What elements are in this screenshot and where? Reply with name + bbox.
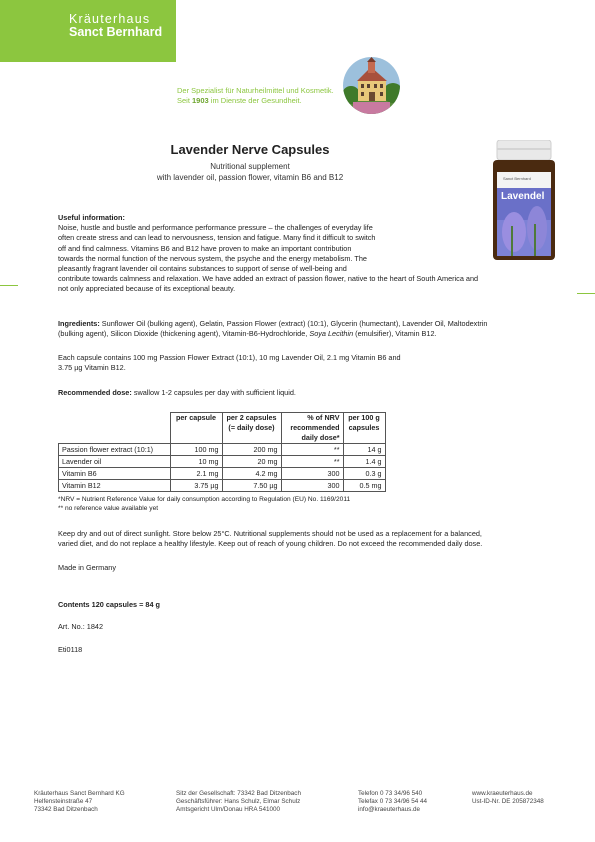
footer-contact: Telefon 0 73 34/96 540 Telefax 0 73 34/96 54 44 info@kraeuterhaus.de — [358, 790, 427, 814]
capsule-content-line-2: 3.75 µg Vitamin B12. — [58, 363, 126, 373]
company-building-photo — [343, 57, 400, 114]
useful-line: contribute towards calmness and relaxation. We have added an extract of passion flower, native to the heart of South America and — [58, 274, 479, 284]
storage-line-1: Keep dry and out of direct sunlight. Store below 25°C. Nutritional supplements should not be used as a replacement for a balanced, — [58, 529, 482, 538]
tagline-line-1: Der Spezialist für Naturheilmittel und Kosmetik. — [177, 86, 334, 95]
recommended-dose — [58, 388, 558, 398]
contents: Contents 120 capsules = 84 g — [58, 600, 160, 609]
table-notes — [58, 496, 558, 514]
dose-text: swallow 1-2 capsules per day with sufficient liquid. — [131, 388, 296, 397]
nutrition-table — [58, 412, 386, 492]
table-header: per 2 capsules (= daily dose) — [222, 413, 281, 444]
table-note-2: ** no reference value available yet — [58, 504, 159, 512]
useful-line: towards the normal function of the nervous system, the psyche and the energy metabolism. The — [58, 253, 367, 263]
useful-line: off and find calmness. Vitamins B6 and B12 have proven to make an important contribution — [58, 243, 352, 253]
useful-information — [58, 213, 558, 295]
storage-line-2: varied diet, and do not replace a healthy lifestyle. Keep out of reach of young children. Do not exceed the recommended daily dose. — [58, 539, 483, 549]
table-header-blank — [59, 413, 171, 444]
table-row: Vitamin B12 3.75 µg 7.50 µg 300 0.5 mg — [59, 480, 386, 492]
table-row: Vitamin B6 2.1 mg 4.2 mg 300 0.3 g — [59, 468, 386, 480]
product-subtitle — [0, 161, 500, 183]
ingredients-label: Ingredients: — [58, 319, 100, 328]
useful-line: pleasantly fragrant lavender oil contains substances to support of sense of well-being and — [58, 264, 347, 274]
storage-advice — [58, 529, 568, 549]
ingredients — [58, 319, 568, 339]
fold-mark-left — [0, 285, 18, 286]
made-in: Made in Germany — [58, 563, 116, 572]
brand-logo — [0, 0, 176, 62]
table-header: % of NRV recommended daily dose* — [281, 413, 343, 444]
article-number: Art. No.: 1842 — [58, 622, 104, 631]
subtitle-line-2: with lavender oil, passion flower, vitamin B6 and B12 — [156, 173, 344, 182]
product-title: Lavender Nerve Capsules — [170, 142, 330, 157]
logo-line-1: Kräuterhaus — [69, 12, 151, 26]
table-row: Lavender oil 10 mg 20 mg ** 1.4 g — [59, 456, 386, 468]
capsule-content — [58, 353, 558, 373]
useful-line: often create stress and can lead to nervousness, tension and fatigue. Many find it difficult to switch — [58, 233, 376, 243]
dose-label: Recommended dose: — [58, 388, 132, 397]
footer-website-link[interactable]: www.kraeuterhaus.de — [472, 790, 533, 797]
ingredients-line-2: (bulking agent), Silicon Dioxide (thickening agent), Vitamin-B6-Hydrochloride, Soya Lecithin (emulsifier), Vitamin B12. — [58, 329, 437, 339]
fold-mark-right — [577, 293, 595, 294]
bottle-brand: Sanct Bernhard — [503, 176, 531, 181]
footer-email-link[interactable]: info@kraeuterhaus.de — [358, 806, 421, 814]
useful-heading: Useful information: — [58, 213, 125, 222]
tagline — [177, 86, 334, 106]
eti-code: Eti0118 — [58, 645, 83, 654]
logo-line-2: Sanct Bernhard — [69, 25, 163, 39]
useful-line: Noise, hustle and bustle and performance performance pressure – the challenges of everyday life — [58, 223, 373, 233]
table-header: per capsule — [170, 413, 222, 444]
table-note-1: *NRV = Nutrient Reference Value for daily consumption according to Regulation (EU) No. 1169/2011 — [58, 496, 351, 503]
table-header-row — [59, 413, 386, 444]
footer-legal: Sitz der Gesellschaft: 73342 Bad Ditzenbach Geschäftsführer: Hans Schulz, Elmar Schulz Amtsgericht Ulm/Donau HRA 541000 — [176, 790, 301, 814]
subtitle-line-1: Nutritional supplement — [210, 162, 290, 171]
capsule-content-line-1: Each capsule contains 100 mg Passion Flower Extract (10:1), 10 mg Lavender Oil, 2.1 mg Vitamin B6 and — [58, 353, 401, 362]
table-row: Passion flower extract (10:1) 100 mg 200 mg ** 14 g — [59, 444, 386, 456]
bottle-label: Lavendel — [501, 191, 545, 202]
tagline-line-2: Seit 1903 im Dienste der Gesundheit. — [177, 96, 302, 105]
footer-company: Kräuterhaus Sanct Bernhard KG Helfensteinstraße 47 73342 Bad Ditzenbach — [34, 790, 125, 814]
ingredients-line-1: Sunflower Oil (bulking agent), Gelatin, Passion Flower (extract) (10:1), Glycerin (humectant), Lavender Oil, Maltodextrin — [99, 319, 488, 328]
table-header: per 100 g capsules — [343, 413, 385, 444]
useful-line: not only appreciated because of its exceptional beauty. — [58, 284, 236, 294]
footer-web: www.kraeuterhaus.de Ust-ID-Nr. DE 205872348 — [472, 790, 544, 806]
